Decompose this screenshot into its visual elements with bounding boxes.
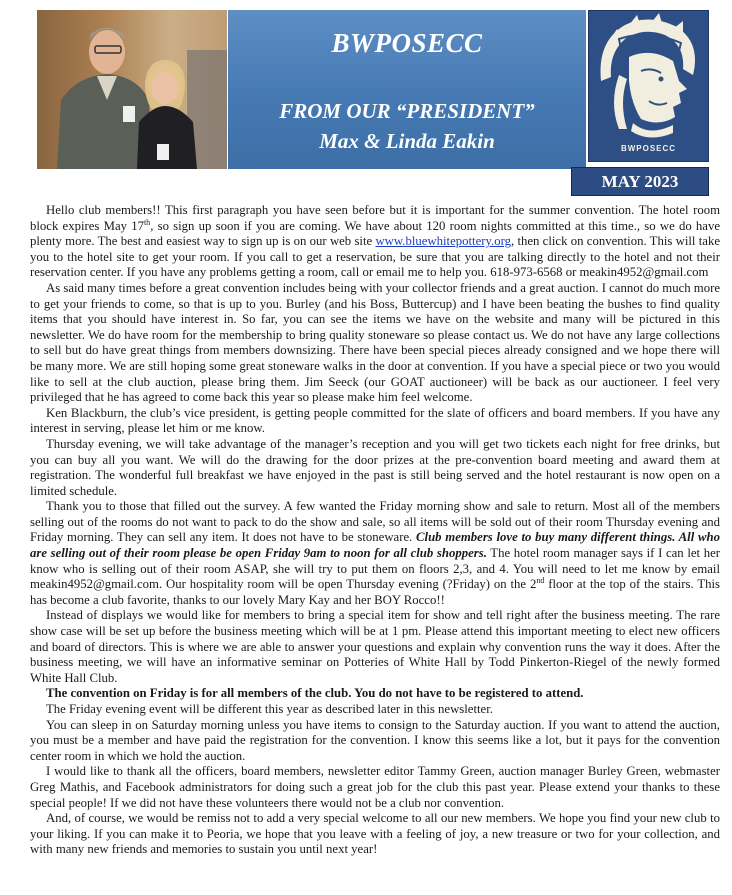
p1-superscript: th <box>143 217 151 227</box>
paragraph-1 <box>30 203 720 281</box>
president-photo <box>37 10 227 169</box>
paragraph-3: Ken Blackburn, the club’s vice president, is getting people committed for the slate of officers and board members. If you have any interest in serving, please let him or me know. <box>30 405 720 436</box>
president-names: Max & Linda Eakin <box>319 129 495 153</box>
paragraph-8: The Friday evening event will be different this year as described later in this newsletter. <box>46 702 493 716</box>
p5-superscript: nd <box>536 576 545 585</box>
paragraph-11: And, of course, we would be remiss not to add a very special welcome to all our new members. We hope you find your new club to your liking. If you can make it to Peoria, we hope that you leave with a feeling of joy, a new treasure or two for your collection, and with many new friends and memories to sustain you until next year! <box>30 811 720 857</box>
p1-text-c: , then click on convention. This will take you to the hotel site to get your room. If you call to get a reservation, be sure that you are talking directly to the hotel and not their reservation center. If you have any problems getting a room, call or email me to help you. 618-973-6568 or meakin4952@gmail.com <box>30 234 721 280</box>
paragraph-7: The convention on Friday is for all members of the club. You do not have to be registered to attend. <box>46 686 584 701</box>
p5-emphasis: Club members love to buy many different things. All who are selling out of their room please be open Friday 9am to noon for all club shoppers. <box>30 530 720 561</box>
club-name: BWPOSECC <box>331 28 483 58</box>
header-banner <box>228 10 586 169</box>
p5-text-a: Thank you to those that filled out the survey. A few wanted the Friday morning show and sale to return. Most all of the members selling out of the rooms do not want to pack to do the show and sale, so all items will be sold out of their room Thursday evening and Friday morning. They can sell any item. It does not have to be stoneware. <box>30 499 720 545</box>
p1-text-b: , so sign up soon if you are coming. We have about 120 room nights committed at this time., so we do have plenty more. The best and easiest way to sign up is on our web site <box>30 218 721 249</box>
paragraph-5 <box>30 499 720 608</box>
paragraph-4: Thursday evening, we will take advantage of the manager’s reception and you will get two tickets each night for free drinks, but you can buy all you want. We will do the drawing for the door prizes at the pre-convention board meeting and award them at registration. The wonderful full breakfast we have enjoyed in the past is still being served and the hotel restaurant is now open on a limited schedule. <box>30 436 720 498</box>
paragraph-2: As said many times before a great convention includes being with your collector friends and a great auction. I cannot do much more to get your friends to come, so that is up to you. Burley (and his Boss, Buttercup) and I have been beating the bushes to find quality items that you should have interest in. So far, you can see the items we have on the website and many will be pictured in this newsletter. We do have room for the membership to bring quality stoneware so please contact us. We do not have any large collections to sell but do have great things from members downsizing. There have been special pieces already consigned and we hope there will be many more. We are still hoping some great stoneware walks in the door at convention. If you have a special piece or two you would like to sell at the club auction, please bring them. Jim Seeck (our GOAT auctioneer) will be back as our auctioneer. I feel very privileged that he has agreed to come back this year so please make him feel welcome. <box>30 280 720 405</box>
paragraph-9: You can sleep in on Saturday morning unless you have items to consign to the Saturday auction. If you want to attend the auction, you must be a member and have paid the registration for the convention. I know this seems like a lot, but it pays for the convention center room in which we hold the auction. <box>30 717 720 763</box>
article-heading: FROM OUR “PRESIDENT” <box>279 99 535 123</box>
p1-text-a: Hello club members!! This first paragraph you have seen before but it is important for the summer convention. The hotel room block expires May 17 <box>30 203 720 233</box>
article-body <box>30 203 720 858</box>
logo-caption: BWPOSECC <box>620 144 677 153</box>
paragraph-10: I would like to thank all the officers, board members, newsletter editor Tammy Green, auction manager Burley Green, webmaster Greg Mathis, and Facebook administrators for doing such a great job for the club this past year. Please extend your thanks to these special people! If we did not have these volunteers there would not be a club nor convention. <box>30 764 720 810</box>
p5-text-b: The hotel room manager says if I can let her know who is selling out of their room ASAP, she will try to put them on floors 2,3, and 4. You will need to let me know by email meakin4952@gmail.com. Our hospitality room will be open Thursday evening (?Friday) on the 2 <box>30 546 720 592</box>
website-link[interactable]: www.bluewhitepottery.org <box>375 234 511 249</box>
issue-date: MAY 2023 <box>571 167 709 196</box>
paragraph-6: Instead of displays we would like for members to bring a special item for show and tell right after the business meeting. The rare show case will be set up before the business meeting which will be at 1 pm. Please attend this important meeting to elect new officers and board of directors. This is where we are able to answer your questions and explain why convention runs the way it does. After the business meeting, we will have an informative seminar on Potteries of White Hall by Todd Pinkerton-Riegel of the newly formed White Hall Club. <box>30 608 720 685</box>
p5-text-c: floor at the top of the stairs. This has become a club favorite, thanks to our lovely Mary Kay and her BOY Rocco!! <box>30 577 720 607</box>
club-logo <box>588 10 709 162</box>
indian-head-logo-icon <box>589 11 708 141</box>
